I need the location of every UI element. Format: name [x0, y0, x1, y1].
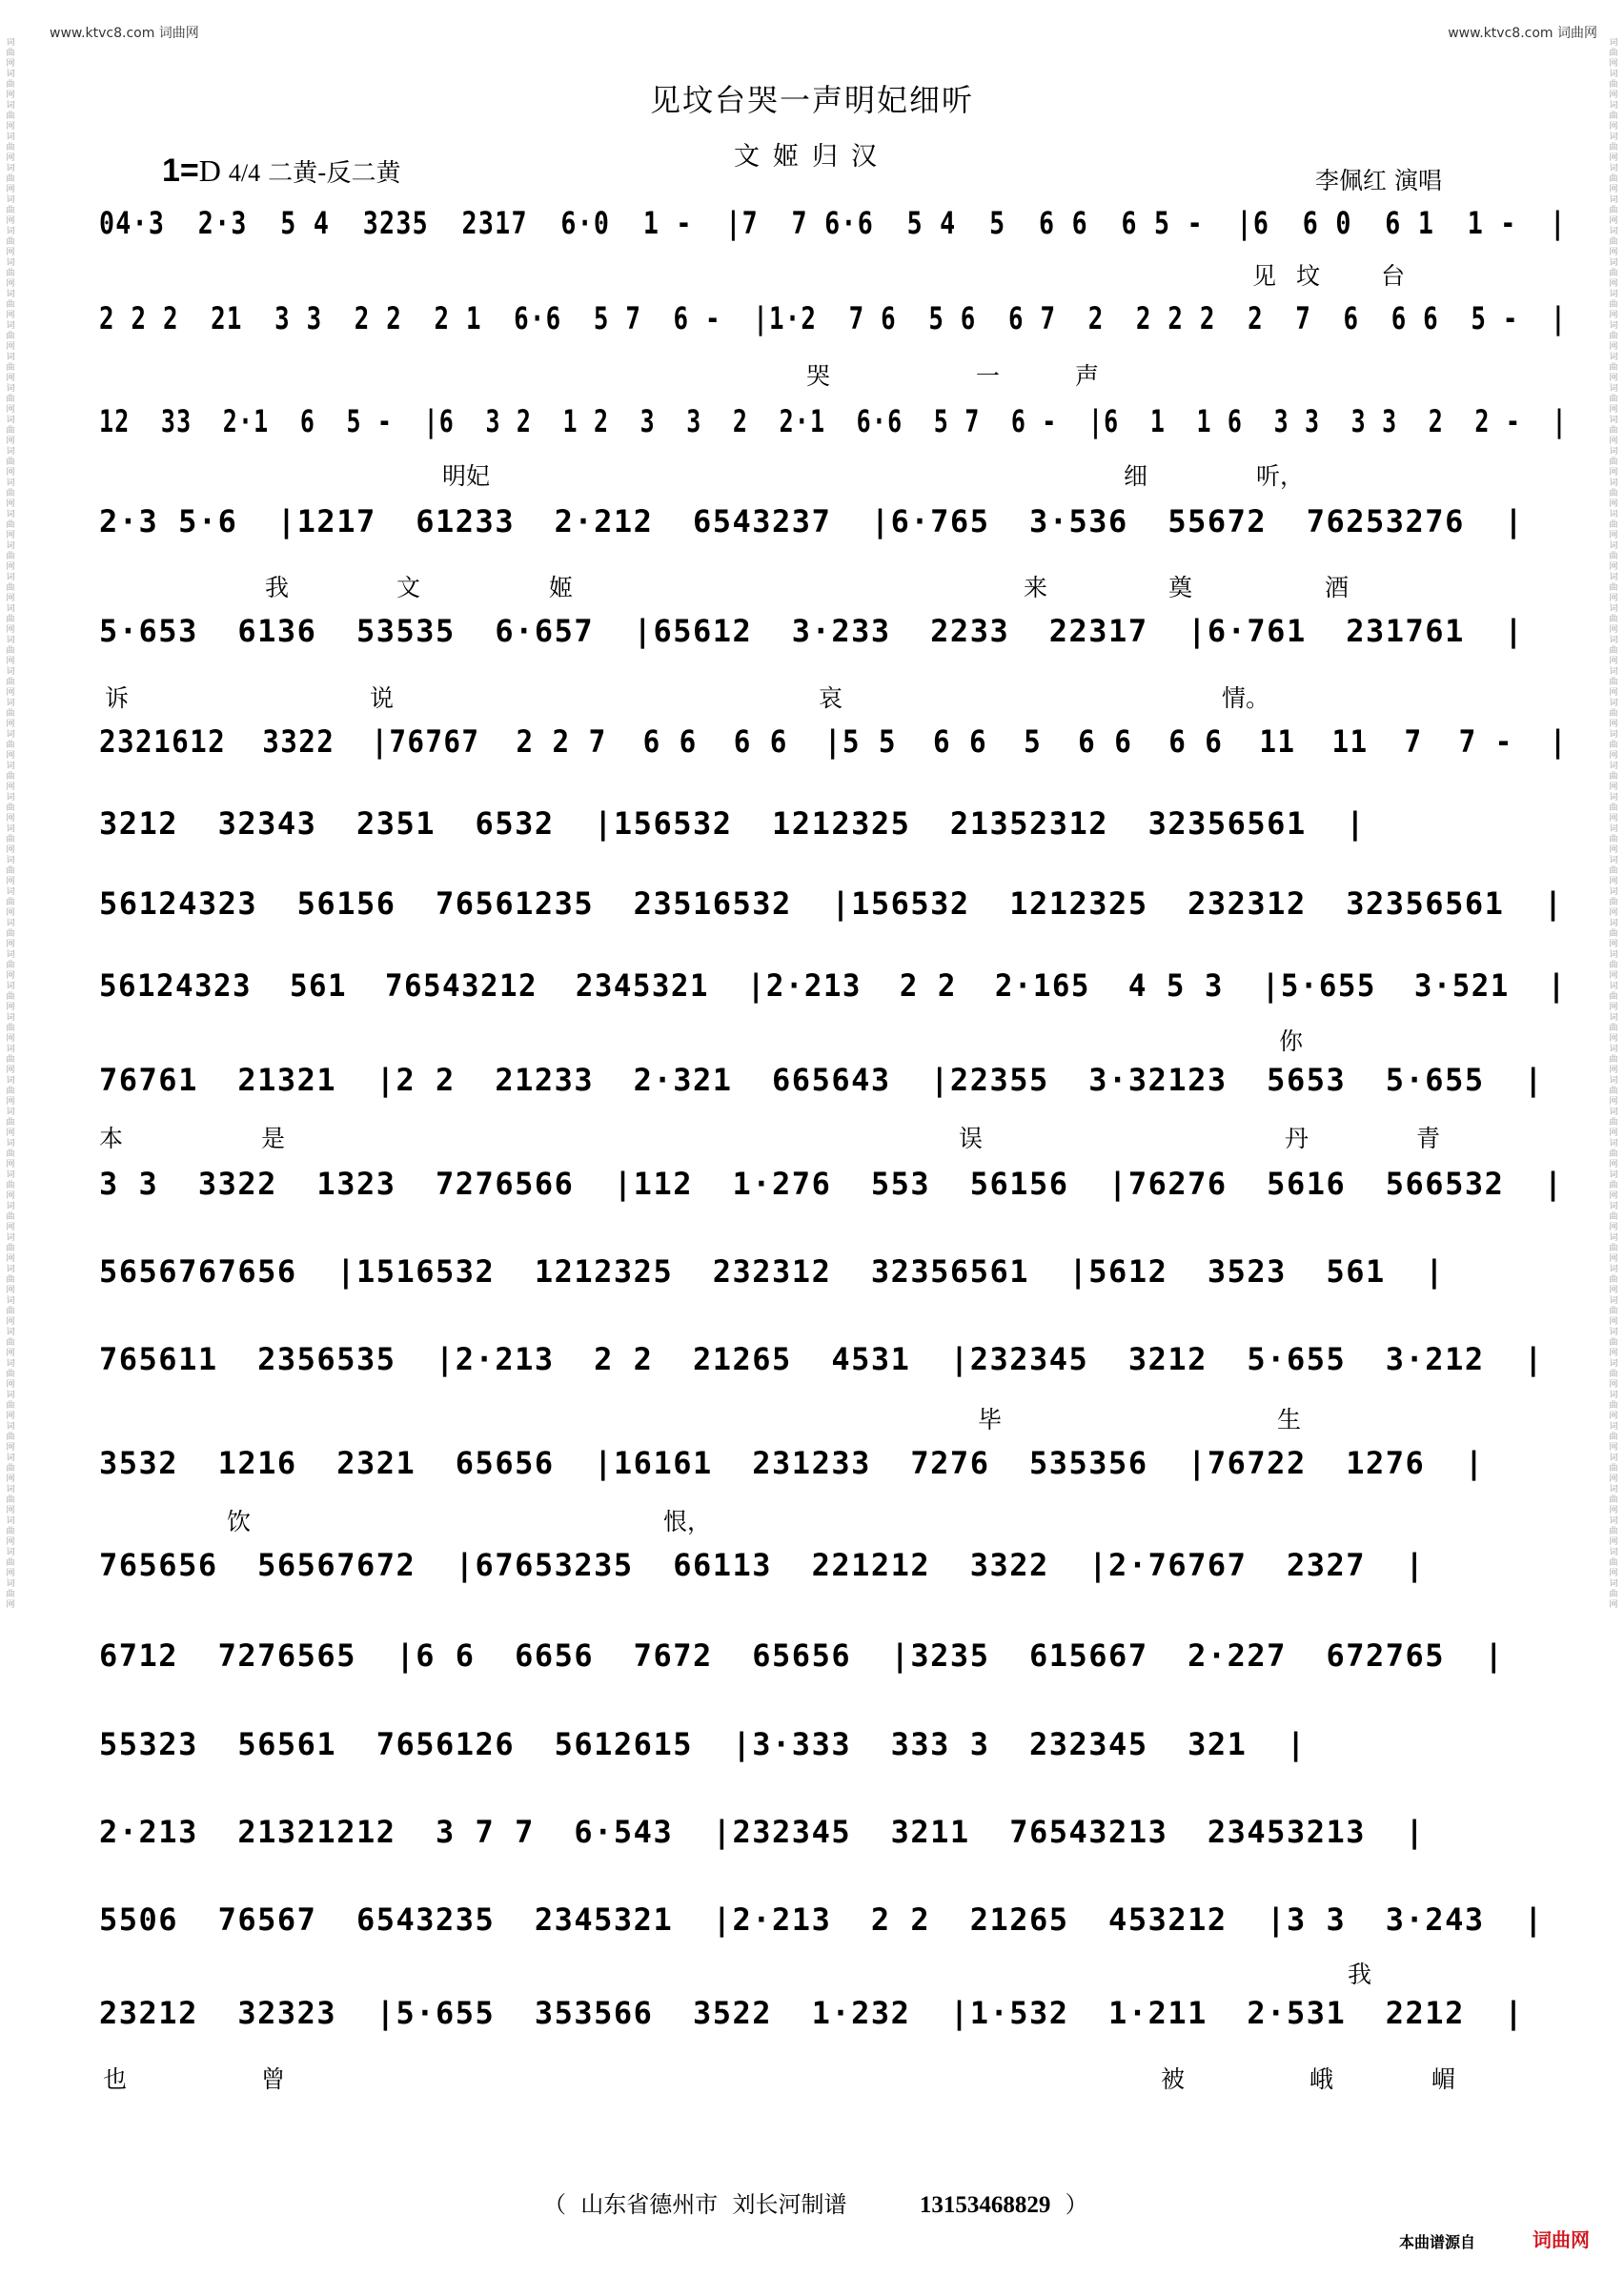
lyric-word: 明妃 [442, 462, 491, 490]
notation-line: 5506 76567 6543235 2345321 |2·213 2 2 21265 453212 |3 3 3·243 | [99, 1901, 1544, 1938]
notation-line: 3532 1216 2321 65656 |16161 231233 7276 535356 |76722 1276 | [99, 1445, 1485, 1481]
singer-credit: 李佩红 演唱 [1315, 167, 1442, 194]
key-note: D [198, 153, 221, 188]
notation-line: 3 3 3322 1323 7276566 |112 1·276 553 56156 |76276 5616 566532 | [99, 1166, 1564, 1202]
lyric-word: 丹 [1285, 1125, 1309, 1152]
lyric-word: 说 [370, 684, 395, 712]
lyric-word: 细 [1124, 462, 1148, 490]
lyric-word: 误 [959, 1125, 984, 1152]
time-signature: 4/4 [228, 159, 261, 187]
notation-line: 55323 56561 7656126 5612615 |3·333 333 3 232345 321 | [99, 1726, 1307, 1762]
notation-line: 04·3 2·3 5 4 3235 2317 6·0 1 - |7 7 6·6 5 4 5 6 6 6 5 - |6 6 0 6 1 1 - | [99, 205, 1567, 241]
key-signature [162, 152, 401, 190]
notation-line: 765611 2356535 |2·213 2 2 21265 4531 |232345 3212 5·655 3·212 | [99, 1341, 1544, 1377]
lyric-word: 本 [99, 1125, 124, 1152]
lyric-word: 哭 [806, 362, 831, 390]
lyric-word: 奠 [1168, 574, 1193, 601]
lyric-word: 生 [1277, 1406, 1302, 1433]
watermark-strip-right: 词曲网词曲网词曲网词曲网词曲网词曲网词曲网词曲网词曲网词曲网词曲网词曲网词曲网词曲网词曲网词曲网词曲网词曲网词曲网词曲网词曲网词曲网词曲网词曲网词曲网词曲网词曲网词曲网词曲网词曲网词曲网词曲网词曲网词曲网词曲网词曲网词曲网词曲网词曲网词曲网词曲网词曲网词曲网词曲网词曲网词曲网词曲网词曲网词曲网词曲网 [1609, 38, 1618, 1610]
notation-line: 56124323 561 76543212 2345321 |2·213 2 2 2·165 4 5 3 |5·655 3·521 | [99, 967, 1567, 1004]
lyric-word: 恨， [663, 1508, 712, 1535]
notation-line: 12 33 2·1 6 5 - |6 3 2 1 2 3 3 2 2·1 6·6 5 7 6 - |6 1 1 6 3 3 3 3 2 2 - | [99, 403, 1568, 439]
credit-phone: 13153468829 [919, 2192, 1051, 2218]
lyric-word: 毕 [978, 1406, 1003, 1433]
notation-line: 2·213 21321212 3 7 7 6·543 |232345 3211 76543213 23453213 | [99, 1814, 1426, 1850]
lyric-word: 被 [1161, 2065, 1186, 2093]
notation-line: 6712 7276565 |6 6 6656 7672 65656 |3235 615667 2·227 672765 | [99, 1637, 1505, 1674]
lyric-word: 也 [103, 2065, 128, 2093]
lyric-word: 你 [1279, 1027, 1304, 1055]
notation-line: 76761 21321 |2 2 21233 2·321 665643 |22355 3·32123 5653 5·655 | [99, 1062, 1544, 1098]
lyric-word: 我 [1348, 1961, 1372, 1988]
lyric-word: 来 [1024, 574, 1048, 601]
notation-line: 5656767656 |1516532 1212325 232312 32356561 |5612 3523 561 | [99, 1253, 1446, 1290]
mode-label: 二黄-反二黄 [268, 159, 401, 188]
notation-line: 23212 32323 |5·655 353566 3522 1·232 |1·532 1·211 2·531 2212 | [99, 1995, 1525, 2031]
score-title: 见坟台哭一声明妃细听 [649, 82, 974, 118]
source-label: 本曲谱源自 [1399, 2233, 1476, 2251]
key-prefix: 1= [162, 152, 199, 189]
lyric-word: 姬 [549, 574, 574, 601]
lyric-word: 峨 [1309, 2065, 1334, 2093]
watermark-site-left: www.ktvc8.com 词曲网 [50, 26, 199, 41]
lyric-word: 诉 [105, 684, 130, 712]
lyric-word: 听， [1256, 462, 1305, 490]
notation-line: 2·3 5·6 |1217 61233 2·212 6543237 |6·765 3·536 55672 76253276 | [99, 503, 1525, 539]
lyric-word: 台 [1381, 262, 1406, 290]
score-subtitle: 文姬归汉 [734, 142, 890, 172]
lyric-word: 情。 [1222, 684, 1270, 712]
lyric-word: 我 [265, 574, 290, 601]
notation-line: 5·653 6136 53535 6·657 |65612 3·233 2233 22317 |6·761 231761 | [99, 613, 1525, 649]
watermark-strip-left: 词曲网词曲网词曲网词曲网词曲网词曲网词曲网词曲网词曲网词曲网词曲网词曲网词曲网词曲网词曲网词曲网词曲网词曲网词曲网词曲网词曲网词曲网词曲网词曲网词曲网词曲网词曲网词曲网词曲网词曲网词曲网词曲网词曲网词曲网词曲网词曲网词曲网词曲网词曲网词曲网词曲网词曲网词曲网词曲网词曲网词曲网词曲网词曲网词曲网词曲网 [6, 38, 15, 1610]
lyric-word: 饮 [227, 1508, 252, 1535]
site-logo: 词曲网 [1533, 2228, 1590, 2251]
lyric-word: 声 [1075, 362, 1100, 390]
watermark-site-right: www.ktvc8.com 词曲网 [1448, 26, 1597, 41]
lyric-word: 坟 [1296, 262, 1321, 290]
credit-close: ） [1050, 2191, 1088, 2218]
lyric-word: 见 [1252, 262, 1277, 290]
lyric-word: 一 [976, 362, 1001, 390]
lyric-word: 嵋 [1431, 2065, 1456, 2093]
lyric-word: 文 [396, 574, 421, 601]
notation-line: 765656 56567672 |67653235 66113 221212 3322 |2·76767 2327 | [99, 1547, 1426, 1583]
notation-line: 56124323 56156 76561235 23516532 |156532 1212325 232312 32356561 | [99, 885, 1564, 922]
notation-line: 2321612 3322 |76767 2 2 7 6 6 6 6 |5 5 6 6 5 6 6 6 6 11 11 7 7 - | [99, 723, 1568, 760]
transcriber-credit [543, 2186, 1088, 2219]
lyric-word: 曾 [261, 2065, 286, 2093]
lyric-word: 酒 [1325, 574, 1350, 601]
notation-line: 3212 32343 2351 6532 |156532 1212325 21352312 32356561 | [99, 805, 1366, 842]
lyric-word: 哀 [819, 684, 843, 712]
lyric-word: 青 [1416, 1125, 1441, 1152]
lyric-word: 是 [261, 1125, 286, 1152]
credit-text: （ 山东省德州市 刘长河制谱 [543, 2191, 847, 2218]
notation-line: 2 2 2 21 3 3 2 2 2 1 6·6 5 7 6 - |1·2 7 6 5 6 6 7 2 2 2 2 2 7 6 6 6 5 - | [99, 300, 1567, 336]
